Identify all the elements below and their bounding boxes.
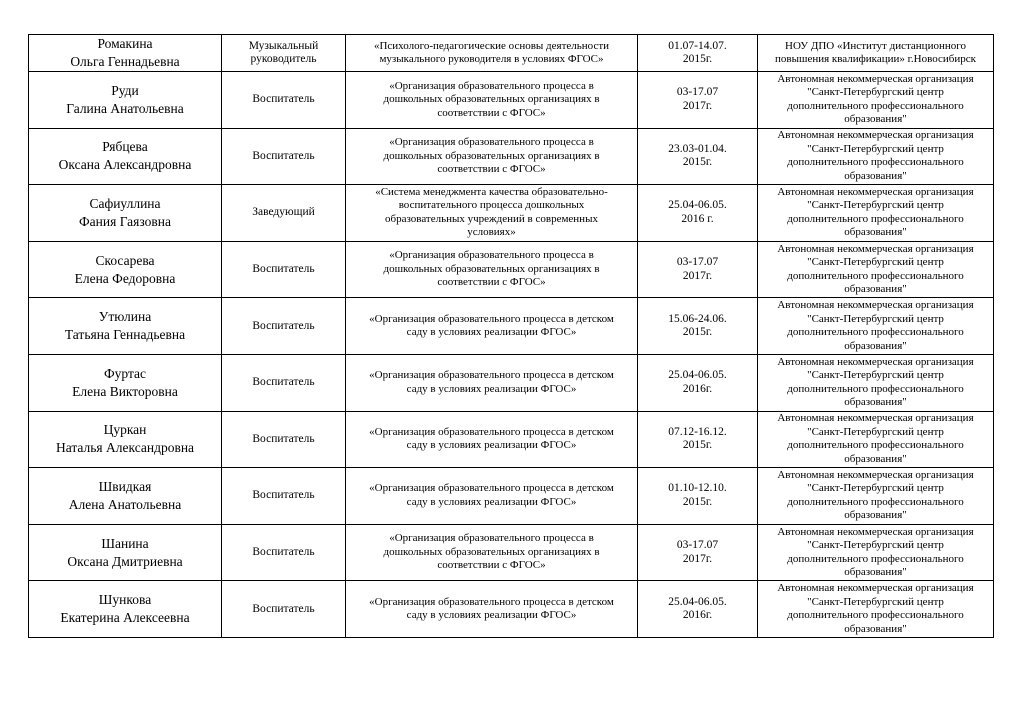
training-organization-line: "Санкт-Петербургский центр [807, 482, 944, 495]
position-cell [222, 128, 346, 185]
course-title-line: дошкольных образовательных организациях в [383, 262, 600, 275]
course-dates-cell [638, 185, 758, 242]
position-cell [222, 581, 346, 638]
course-dates-line: 2016 г. [681, 212, 714, 225]
position-cell [222, 524, 346, 581]
training-organization-line: дополнительного профессионального [787, 382, 964, 395]
employee-name-line: Наталья Александровна [55, 440, 195, 456]
training-organization-line: образования" [844, 283, 907, 296]
course-title-line: дошкольных образовательных организациях в [383, 545, 600, 558]
course-dates-cell [638, 298, 758, 355]
employee-name-line: Рябцева [102, 139, 148, 155]
course-dates-line: 01.10-12.10. [668, 482, 727, 495]
training-organization-line: дополнительного профессионального [787, 552, 964, 565]
training-organization-cell [758, 468, 994, 525]
position-cell [222, 411, 346, 468]
employee-name-line: Оксана Александровна [58, 157, 192, 173]
training-organization-line: дополнительного профессионального [787, 212, 964, 225]
employee-name-line: Шункова [98, 592, 152, 608]
employee-name-cell [29, 411, 222, 468]
course-title-cell [346, 581, 638, 638]
course-dates-cell [638, 468, 758, 525]
course-title-cell [346, 354, 638, 411]
training-organization-line: "Санкт-Петербургский центр [807, 595, 944, 608]
course-dates-line: 2015г. [682, 156, 713, 169]
employee-name-line: Цуркан [103, 422, 147, 438]
training-organization-cell [758, 581, 994, 638]
position-line: руководитель [250, 53, 317, 65]
employee-name-cell [29, 298, 222, 355]
course-title-cell [346, 298, 638, 355]
training-organization-line: Автономная некоммерческая организация [777, 582, 974, 595]
position-line: Воспитатель [252, 602, 315, 615]
training-organization-cell [758, 72, 994, 129]
course-title-line: соответствии с ФГОС» [437, 163, 546, 176]
course-title-cell [346, 128, 638, 185]
training-organization-line: Автономная некоммерческая организация [777, 129, 974, 142]
employee-name-cell [29, 581, 222, 638]
course-title-line: соответствии с ФГОС» [437, 106, 546, 119]
training-organization-line: "Санкт-Петербургский центр [807, 539, 944, 552]
employee-name-line: Фания Гаязовна [79, 213, 171, 229]
position-line: Воспитатель [252, 319, 315, 332]
table-row [29, 411, 994, 468]
position-line: Воспитатель [252, 489, 315, 502]
training-organization-line: Автономная некоммерческая организация [777, 185, 974, 198]
course-title-cell [346, 72, 638, 129]
course-title-line: «Организация образовательного процесса в детском [369, 312, 614, 325]
training-organization-line: дополнительного профессионального [787, 439, 964, 452]
course-title-line: «Организация образовательного процесса в детском [369, 425, 614, 438]
employee-name-line: Утюлина [98, 309, 152, 325]
course-dates-cell [638, 128, 758, 185]
table-row [29, 581, 994, 638]
training-organization-line: образования" [844, 396, 907, 409]
employee-name-cell [29, 241, 222, 298]
course-title-line: дошкольных образовательных организациях в [383, 93, 600, 106]
training-organization-line: Автономная некоммерческая организация [777, 355, 974, 368]
training-organization-line: дополнительного профессионального [787, 156, 964, 169]
course-dates-cell [638, 72, 758, 129]
position-cell [222, 298, 346, 355]
table-body [29, 35, 994, 638]
employee-name-line: Фуртас [103, 365, 147, 381]
training-organization-line: "Санкт-Петербургский центр [807, 425, 944, 438]
employee-name-line: Ромакина [97, 36, 153, 51]
table-row [29, 35, 994, 72]
course-title-line: «Психолого-педагогические основы деятельности [373, 39, 610, 52]
course-dates-line: 23.03-01.04. [668, 142, 727, 155]
training-organization-line: образования" [844, 566, 907, 579]
position-line: Заведующий [252, 206, 315, 219]
course-dates-line: 2015г. [682, 53, 713, 65]
position-line: Воспитатель [252, 263, 315, 276]
course-title-line: саду в условиях реализации ФГОС» [406, 382, 577, 395]
course-title-cell [346, 241, 638, 298]
employee-name-cell [29, 185, 222, 242]
employee-name-cell [29, 524, 222, 581]
training-organization-line: "Санкт-Петербургский центр [807, 312, 944, 325]
course-title-line: «Организация образовательного процесса в [389, 249, 594, 262]
course-dates-line: 2015г. [682, 495, 713, 508]
position-line: Воспитатель [252, 376, 315, 389]
employee-name-line: Галина Анатольевна [66, 100, 184, 116]
training-organization-cell [758, 354, 994, 411]
employee-name-cell [29, 354, 222, 411]
course-title-line: «Организация образовательного процесса в [389, 79, 594, 92]
position-line: Воспитатель [252, 149, 315, 162]
training-organization-cell [758, 241, 994, 298]
course-dates-cell [638, 241, 758, 298]
course-title-line: саду в условиях реализации ФГОС» [406, 609, 577, 622]
course-dates-line: 01.07-14.07. [668, 39, 727, 52]
employee-name-line: Ольга Геннадьевна [70, 54, 180, 69]
course-dates-cell [638, 524, 758, 581]
course-title-cell [346, 185, 638, 242]
position-cell [222, 241, 346, 298]
course-dates-line: 2017г. [682, 99, 713, 112]
training-organization-line: дополнительного профессионального [787, 99, 964, 112]
course-dates-line: 2015г. [682, 326, 713, 339]
employee-name-line: Швидкая [98, 478, 152, 494]
position-line: Музыкальный [248, 40, 319, 52]
course-title-line: «Организация образовательного процесса в [389, 136, 594, 149]
training-organization-line: дополнительного профессионального [787, 269, 964, 282]
course-dates-line: 07.12-16.12. [668, 425, 727, 438]
employee-name-line: Скосарева [95, 252, 155, 268]
course-dates-line: 2017г. [682, 552, 713, 565]
course-title-line: «Организация образовательного процесса в детском [369, 369, 614, 382]
course-dates-cell [638, 411, 758, 468]
course-dates-line: 03-17.07 [676, 256, 719, 269]
employee-name-line: Татьяна Геннадьевна [64, 327, 186, 343]
training-organization-line: Автономная некоммерческая организация [777, 299, 974, 312]
table-row [29, 468, 994, 525]
course-dates-line: 25.04-06.05. [668, 369, 727, 382]
training-organization-line: дополнительного профессионального [787, 326, 964, 339]
training-organization-line: НОУ ДПО «Институт дистанционного [785, 39, 966, 52]
course-title-line: саду в условиях реализации ФГОС» [406, 495, 577, 508]
employee-name-line: Елена Викторовна [72, 383, 178, 399]
training-organization-line: "Санкт-Петербургский центр [807, 256, 944, 269]
position-cell [222, 185, 346, 242]
training-organization-line: дополнительного профессионального [787, 495, 964, 508]
training-organization-line: образования" [844, 226, 907, 239]
training-organization-line: "Санкт-Петербургский центр [807, 199, 944, 212]
employee-name-line: Сафиуллина [89, 195, 161, 211]
course-title-cell [346, 524, 638, 581]
employee-name-cell [29, 35, 222, 72]
course-title-line: «Организация образовательного процесса в [389, 532, 594, 545]
course-dates-line: 15.06-24.06. [668, 312, 727, 325]
employee-name-cell [29, 468, 222, 525]
course-title-line: воспитательного процесса дошкольных [398, 199, 585, 212]
course-title-line: саду в условиях реализации ФГОС» [406, 326, 577, 339]
course-dates-line: 03-17.07 [676, 86, 719, 99]
course-dates-cell [638, 354, 758, 411]
training-organization-cell [758, 298, 994, 355]
course-title-line: «Система менеджмента качества образовательно- [375, 185, 608, 198]
course-title-line: соответствии с ФГОС» [437, 559, 546, 572]
employee-name-line: Руди [111, 82, 139, 98]
employee-name-line: Екатерина Алексеевна [60, 610, 190, 626]
employee-name-cell [29, 72, 222, 129]
course-title-cell [346, 35, 638, 72]
course-title-line: саду в условиях реализации ФГОС» [406, 439, 577, 452]
employee-name-line: Оксана Дмитриевна [67, 553, 183, 569]
training-organization-line: "Санкт-Петербургский центр [807, 142, 944, 155]
position-cell [222, 468, 346, 525]
training-organization-line: "Санкт-Петербургский центр [807, 369, 944, 382]
employee-name-line: Шанина [101, 535, 149, 551]
position-cell [222, 354, 346, 411]
training-organization-line: Автономная некоммерческая организация [777, 525, 974, 538]
position-cell [222, 72, 346, 129]
table-row [29, 185, 994, 242]
training-organization-line: дополнительного профессионального [787, 609, 964, 622]
training-organization-line: Автономная некоммерческая организация [777, 468, 974, 481]
employee-name-line: Алена Анатольевна [68, 496, 182, 512]
course-title-line: соответствии с ФГОС» [437, 276, 546, 289]
training-organization-line: Автономная некоммерческая организация [777, 242, 974, 255]
course-title-line: условиях» [467, 226, 516, 239]
course-dates-cell [638, 35, 758, 72]
position-line: Воспитатель [252, 546, 315, 559]
position-line: Воспитатель [252, 93, 315, 106]
table-row [29, 354, 994, 411]
training-organization-cell [758, 524, 994, 581]
position-cell [222, 35, 346, 72]
employee-name-cell [29, 128, 222, 185]
training-organization-line: образования" [844, 509, 907, 522]
course-title-line: образовательных учреждений в современных [385, 212, 598, 225]
course-title-line: «Организация образовательного процесса в детском [369, 482, 614, 495]
training-organization-line: образования" [844, 622, 907, 635]
course-title-cell [346, 468, 638, 525]
course-dates-line: 03-17.07 [676, 539, 719, 552]
training-organization-line: образования" [844, 113, 907, 126]
course-dates-line: 2017г. [682, 269, 713, 282]
course-title-line: «Организация образовательного процесса в детском [369, 595, 614, 608]
course-title-line: дошкольных образовательных организациях в [383, 149, 600, 162]
position-line: Воспитатель [252, 432, 315, 445]
training-organization-line: Автономная некоммерческая организация [777, 412, 974, 425]
employee-name-line: Елена Федоровна [74, 270, 176, 286]
table-row [29, 298, 994, 355]
table-row [29, 241, 994, 298]
training-organization-line: Автономная некоммерческая организация [777, 72, 974, 85]
course-dates-line: 25.04-06.05. [668, 595, 727, 608]
training-organization-line: "Санкт-Петербургский центр [807, 86, 944, 99]
table-row [29, 72, 994, 129]
training-organization-line: образования" [844, 452, 907, 465]
course-dates-line: 2015г. [682, 439, 713, 452]
staff-training-table [28, 34, 994, 638]
training-organization-cell [758, 411, 994, 468]
course-title-cell [346, 411, 638, 468]
table-row [29, 524, 994, 581]
training-organization-line: повышения квалификации» г.Новосибирск [775, 53, 976, 65]
training-organization-line: образования" [844, 339, 907, 352]
course-dates-line: 25.04-06.05. [668, 199, 727, 212]
course-dates-cell [638, 581, 758, 638]
training-organization-cell [758, 185, 994, 242]
training-organization-line: образования" [844, 169, 907, 182]
training-organization-cell [758, 128, 994, 185]
course-title-line: музыкального руководителя в условиях ФГОС» [379, 53, 604, 65]
course-dates-line: 2016г. [682, 609, 713, 622]
table-row [29, 128, 994, 185]
course-dates-line: 2016г. [682, 382, 713, 395]
training-organization-cell [758, 35, 994, 72]
